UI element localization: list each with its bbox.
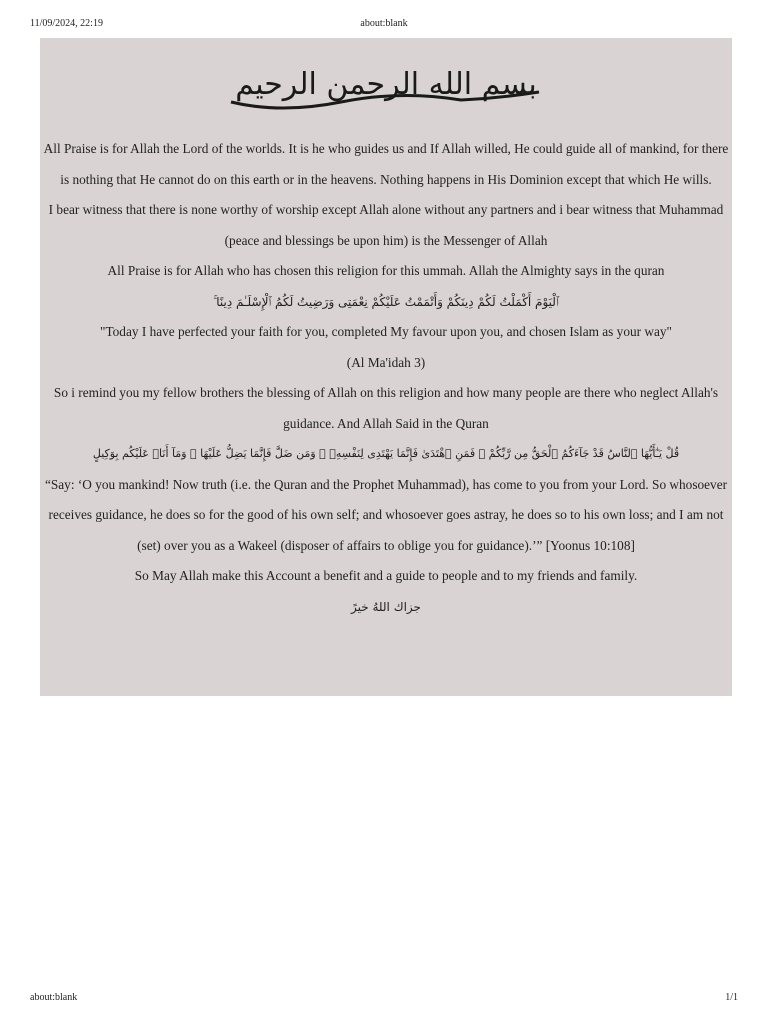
paragraph-religion: All Praise is for Allah who has chosen this religion for this ummah. Allah the Almighty says in the quran — [107, 263, 665, 278]
paragraph-witness: I bear witness that there is none worthy of worship except Allah alone without any partners and i bear witness that Muhammad (peace and blessings be upon him) is the Messenger of Allah — [48, 202, 724, 248]
quran-verse-maidah-arabic: ٱلْيَوْمَ أَكْمَلْتُ لَكُمْ دِينَكُمْ وَأَتْمَمْتُ عَلَيْكُمْ نِعْمَتِى وَرَضِيتُ لَكُمُ ٱلْإِسْلَـٰمَ دِينًا ۚ — [213, 294, 559, 309]
paragraph-dua: So May Allah make this Account a benefit and a guide to people and to my friends and family. — [134, 568, 638, 583]
print-header — [30, 18, 738, 32]
content-panel — [40, 38, 732, 696]
quran-verse-yoonus-arabic: قُلْ يَـٰٓأَيُّهَا ٱلنَّاسُ قَدْ جَآءَكُمُ ٱلْحَقُّ مِن رَّبِّكُمْ ۖ فَمَنِ ٱهْتَدَىٰ فَإِنَّمَا يَهْتَدِى لِنَفْسِهِۦ ۖ وَمَن ضَلَّ فَإِنَّمَا يَضِلُّ عَلَيْهَا ۖ وَمَآ أَنَا۠ عَلَيْكُم بِوَكِيلٍ — [92, 447, 680, 460]
quran-verse-maidah-reference: (Al Ma'idah 3) — [346, 354, 426, 370]
print-page-title: about:blank — [360, 18, 408, 29]
print-footer — [30, 992, 738, 1006]
basmala-calligraphy — [40, 52, 732, 132]
print-datetime: 11/09/2024, 22:19 — [30, 18, 103, 29]
basmala-image — [221, 52, 551, 122]
paragraph-reminder: So i remind you my fellow brothers the blessing of Allah on this religion and how many people are there who neglect Allah's guidance. And Allah Said in the Quran — [53, 385, 719, 431]
paragraph-praise: All Praise is for Allah the Lord of the worlds. It is he who guides us and If Allah willed, He could guide all of mankind, for there is nothing that He cannot do on this earth or in the heavens. Nothing happens in His Dominion except that which He wills. — [43, 141, 729, 187]
closing-arabic: جزاك اللهُ خيرً — [351, 599, 421, 614]
print-url: about:blank — [30, 992, 78, 1003]
print-page-count: 1/1 — [725, 992, 738, 1003]
quran-verse-maidah-translation: "Today I have perfected your faith for you, completed My favour upon you, and chosen Islam as your way" — [100, 324, 672, 339]
body-text — [40, 134, 732, 622]
quran-verse-yoonus-translation: “Say: ‘O you mankind! Now truth (i.e. the Quran and the Prophet Muhammad), has come to you from your Lord. So whosoever receives guidance, he does so for the good of his own self; and whosoever goes astray, he does so to his own loss; and I am not (set) over you as a Wakeel (disposer of affairs to oblige you for guidance).’” [Yoonus 10:108] — [44, 476, 728, 553]
basmala-text: بسم الله الرحمن الرحيم — [235, 67, 537, 102]
